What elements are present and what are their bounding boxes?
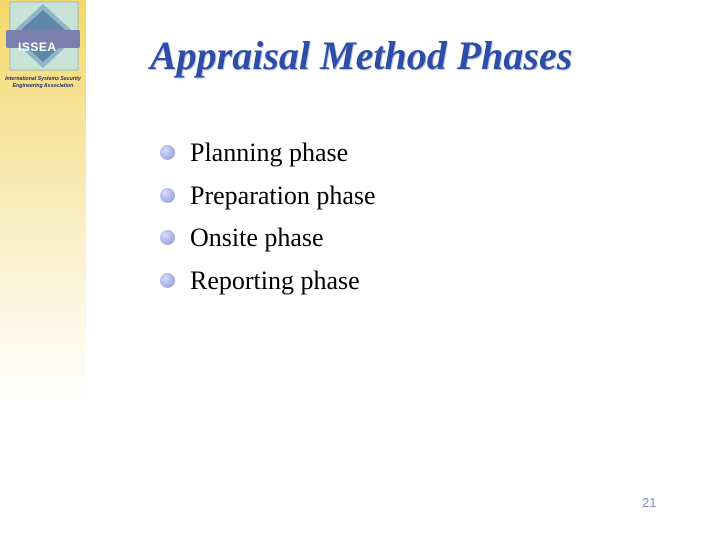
bullet-item — [160, 217, 376, 260]
logo-text: ISSEA — [18, 40, 57, 54]
bullet-text: Reporting phase — [190, 265, 360, 295]
logo-caption-line1: International Systems Security — [5, 76, 81, 82]
bullet-item — [160, 175, 376, 218]
bullet-text: Onsite phase — [190, 223, 324, 252]
bullet-text: Planning phase — [190, 138, 349, 167]
bullet-dot-icon — [160, 188, 175, 203]
bullet-text: Preparation phase — [190, 180, 376, 210]
slide-title: Appraisal Method Phases — [150, 33, 573, 78]
bullet-list — [160, 132, 376, 302]
bullet-item — [160, 132, 376, 175]
issea-logo — [0, 0, 86, 100]
bullet-dot-icon — [160, 273, 175, 288]
page-number: 21 — [642, 495, 657, 510]
bullet-dot-icon — [160, 145, 175, 160]
logo-caption — [0, 76, 86, 90]
logo-caption-line2: Engineering Association — [12, 83, 74, 89]
bullet-dot-icon — [160, 230, 175, 245]
logo-graphic — [0, 0, 86, 76]
bullet-item — [160, 260, 376, 303]
